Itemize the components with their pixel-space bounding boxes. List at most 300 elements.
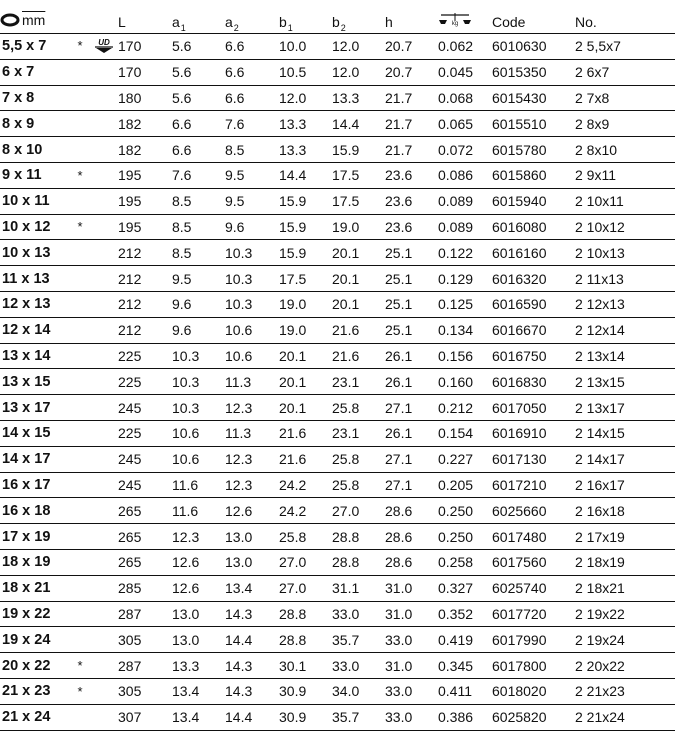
mark-cell xyxy=(73,653,118,679)
no-cell: 2 19x24 xyxy=(575,627,675,653)
b1-cell: 20.1 xyxy=(279,369,332,395)
L-cell: 245 xyxy=(118,446,172,472)
table-row xyxy=(0,627,675,653)
b1-cell: 10.5 xyxy=(279,59,332,85)
size-cell: 21 x 23 xyxy=(0,678,73,704)
code-cell: 6017480 xyxy=(492,524,575,550)
weight-icon-text: kg xyxy=(451,21,459,27)
b1-cell: 12.0 xyxy=(279,85,332,111)
a2-cell: 6.6 xyxy=(225,34,279,60)
kg-cell: 0.250 xyxy=(438,498,492,524)
code-cell: 6016160 xyxy=(492,240,575,266)
kg-cell: 0.134 xyxy=(438,317,492,343)
L-cell: 195 xyxy=(118,162,172,188)
code-cell: 6016590 xyxy=(492,291,575,317)
L-cell: 170 xyxy=(118,59,172,85)
a2-cell: 9.6 xyxy=(225,214,279,240)
L-cell: 287 xyxy=(118,653,172,679)
code-cell: 6017560 xyxy=(492,549,575,575)
b2-cell: 20.1 xyxy=(332,240,385,266)
no-cell: 2 18x19 xyxy=(575,549,675,575)
a2-cell: 13.0 xyxy=(225,524,279,550)
L-cell: 245 xyxy=(118,395,172,421)
mark-cell xyxy=(73,472,118,498)
code-cell: 6016830 xyxy=(492,369,575,395)
asterisk-mark: * xyxy=(77,683,83,699)
table-row xyxy=(0,137,675,163)
L-cell: 225 xyxy=(118,343,172,369)
b1-cell: 28.8 xyxy=(279,627,332,653)
a1-cell: 11.6 xyxy=(172,472,225,498)
a1-cell: 12.6 xyxy=(172,549,225,575)
h-cell: 25.1 xyxy=(385,317,438,343)
b2-cell: 17.5 xyxy=(332,188,385,214)
header-weight xyxy=(438,0,492,34)
mark-cell xyxy=(73,627,118,653)
a1-cell: 9.6 xyxy=(172,317,225,343)
L-cell: 245 xyxy=(118,472,172,498)
mark-cell xyxy=(73,395,118,421)
table-row xyxy=(0,111,675,137)
table-row xyxy=(0,498,675,524)
b2-cell: 14.4 xyxy=(332,111,385,137)
a2-cell: 11.3 xyxy=(225,369,279,395)
a1-cell: 6.6 xyxy=(172,111,225,137)
b2-cell: 12.0 xyxy=(332,34,385,60)
h-cell: 23.6 xyxy=(385,188,438,214)
a2-cell: 14.3 xyxy=(225,653,279,679)
code-cell: 6015510 xyxy=(492,111,575,137)
no-cell: 2 10x11 xyxy=(575,188,675,214)
size-cell: 12 x 14 xyxy=(0,317,73,343)
h-cell: 31.0 xyxy=(385,575,438,601)
a1-cell: 13.3 xyxy=(172,653,225,679)
kg-cell: 0.072 xyxy=(438,137,492,163)
L-cell: 307 xyxy=(118,704,172,730)
b1-cell: 15.9 xyxy=(279,214,332,240)
code-cell: 6017130 xyxy=(492,446,575,472)
b2-cell: 21.6 xyxy=(332,317,385,343)
header-code: Code xyxy=(492,0,575,34)
L-cell: 195 xyxy=(118,214,172,240)
a1-cell: 9.5 xyxy=(172,266,225,292)
mark-cell xyxy=(73,34,118,60)
L-cell: 305 xyxy=(118,627,172,653)
no-cell: 2 13x15 xyxy=(575,369,675,395)
h-cell: 20.7 xyxy=(385,34,438,60)
header-a2 xyxy=(225,0,279,34)
header-mark xyxy=(73,0,118,34)
b2-cell: 27.0 xyxy=(332,498,385,524)
h-cell: 21.7 xyxy=(385,111,438,137)
no-cell: 2 13x17 xyxy=(575,395,675,421)
b1-cell: 24.2 xyxy=(279,498,332,524)
table-row xyxy=(0,188,675,214)
mark-cell xyxy=(73,240,118,266)
b1-cell: 28.8 xyxy=(279,601,332,627)
no-cell: 2 19x22 xyxy=(575,601,675,627)
a1-cell: 8.5 xyxy=(172,240,225,266)
L-cell: 182 xyxy=(118,111,172,137)
kg-cell: 0.045 xyxy=(438,59,492,85)
kg-cell: 0.125 xyxy=(438,291,492,317)
a2-cell: 10.6 xyxy=(225,317,279,343)
h-cell: 25.1 xyxy=(385,240,438,266)
L-cell: 265 xyxy=(118,498,172,524)
kg-cell: 0.068 xyxy=(438,85,492,111)
table-row xyxy=(0,446,675,472)
kg-cell: 0.086 xyxy=(438,162,492,188)
no-cell: 2 9x11 xyxy=(575,162,675,188)
b1-cell: 20.1 xyxy=(279,395,332,421)
kg-cell: 0.129 xyxy=(438,266,492,292)
size-cell: 12 x 13 xyxy=(0,291,73,317)
size-cell: 18 x 21 xyxy=(0,575,73,601)
kg-cell: 0.345 xyxy=(438,653,492,679)
table-row xyxy=(0,369,675,395)
no-cell: 2 6x7 xyxy=(575,59,675,85)
b2-cell: 34.0 xyxy=(332,678,385,704)
size-cell: 8 x 9 xyxy=(0,111,73,137)
a1-cell: 12.6 xyxy=(172,575,225,601)
table-row xyxy=(0,704,675,730)
size-cell: 19 x 24 xyxy=(0,627,73,653)
L-cell: 265 xyxy=(118,549,172,575)
no-cell: 2 12x14 xyxy=(575,317,675,343)
L-cell: 212 xyxy=(118,240,172,266)
a1-cell: 10.3 xyxy=(172,369,225,395)
a2-cell: 8.5 xyxy=(225,137,279,163)
header-a2-sub: 2 xyxy=(233,23,239,33)
mark-cell xyxy=(73,369,118,395)
header-b2-base: b xyxy=(332,14,340,30)
b2-cell: 35.7 xyxy=(332,627,385,653)
mark-cell xyxy=(73,266,118,292)
code-cell: 6025660 xyxy=(492,498,575,524)
svg-text:UD: UD xyxy=(98,37,110,47)
ud-profile-icon xyxy=(93,37,115,56)
b1-cell: 27.0 xyxy=(279,549,332,575)
h-cell: 31.0 xyxy=(385,653,438,679)
mark-cell xyxy=(73,704,118,730)
no-cell: 2 17x19 xyxy=(575,524,675,550)
h-cell: 28.6 xyxy=(385,498,438,524)
b1-cell: 19.0 xyxy=(279,291,332,317)
nut-outline-icon xyxy=(0,13,20,30)
code-cell: 6015860 xyxy=(492,162,575,188)
mark-cell xyxy=(73,188,118,214)
kg-cell: 0.156 xyxy=(438,343,492,369)
a2-cell: 6.6 xyxy=(225,59,279,85)
mark-cell xyxy=(73,498,118,524)
h-cell: 27.1 xyxy=(385,395,438,421)
table-row xyxy=(0,420,675,446)
a1-cell: 11.6 xyxy=(172,498,225,524)
table-row xyxy=(0,343,675,369)
table-row xyxy=(0,575,675,601)
h-cell: 25.1 xyxy=(385,266,438,292)
b1-cell: 13.3 xyxy=(279,111,332,137)
no-cell: 2 12x13 xyxy=(575,291,675,317)
kg-cell: 0.122 xyxy=(438,240,492,266)
table-row xyxy=(0,34,675,60)
code-cell: 6015780 xyxy=(492,137,575,163)
no-cell: 2 11x13 xyxy=(575,266,675,292)
b2-cell: 23.1 xyxy=(332,420,385,446)
a1-cell: 10.3 xyxy=(172,343,225,369)
kg-cell: 0.205 xyxy=(438,472,492,498)
b2-cell: 20.1 xyxy=(332,266,385,292)
size-cell: 14 x 15 xyxy=(0,420,73,446)
a1-cell: 7.6 xyxy=(172,162,225,188)
b2-cell: 21.6 xyxy=(332,343,385,369)
L-cell: 195 xyxy=(118,188,172,214)
b2-cell: 13.3 xyxy=(332,85,385,111)
size-cell: 10 x 11 xyxy=(0,188,73,214)
no-cell: 2 21x23 xyxy=(575,678,675,704)
code-cell: 6017800 xyxy=(492,653,575,679)
b1-cell: 17.5 xyxy=(279,266,332,292)
code-cell: 6015430 xyxy=(492,85,575,111)
header-b1 xyxy=(279,0,332,34)
L-cell: 182 xyxy=(118,137,172,163)
L-cell: 170 xyxy=(118,34,172,60)
a1-cell: 13.4 xyxy=(172,704,225,730)
kg-cell: 0.327 xyxy=(438,575,492,601)
mark-cell xyxy=(73,111,118,137)
b2-cell: 33.0 xyxy=(332,601,385,627)
a1-cell: 10.6 xyxy=(172,446,225,472)
table-row xyxy=(0,85,675,111)
code-cell: 6015940 xyxy=(492,188,575,214)
a2-cell: 10.3 xyxy=(225,291,279,317)
b2-cell: 12.0 xyxy=(332,59,385,85)
header-b2 xyxy=(332,0,385,34)
size-cell: 8 x 10 xyxy=(0,137,73,163)
table-header-row xyxy=(0,0,675,34)
a2-cell: 12.6 xyxy=(225,498,279,524)
a2-cell: 9.5 xyxy=(225,188,279,214)
kg-cell: 0.352 xyxy=(438,601,492,627)
a2-cell: 14.3 xyxy=(225,678,279,704)
a1-cell: 8.5 xyxy=(172,214,225,240)
h-cell: 25.1 xyxy=(385,291,438,317)
table-row xyxy=(0,653,675,679)
size-cell: 9 x 11 xyxy=(0,162,73,188)
size-cell: 16 x 18 xyxy=(0,498,73,524)
no-cell: 2 10x13 xyxy=(575,240,675,266)
h-cell: 31.0 xyxy=(385,601,438,627)
kg-cell: 0.065 xyxy=(438,111,492,137)
b2-cell: 28.8 xyxy=(332,549,385,575)
mark-cell xyxy=(73,291,118,317)
code-cell: 6016750 xyxy=(492,343,575,369)
code-cell: 6025820 xyxy=(492,704,575,730)
kg-cell: 0.089 xyxy=(438,188,492,214)
b1-cell: 30.1 xyxy=(279,653,332,679)
code-cell: 6016910 xyxy=(492,420,575,446)
code-cell: 6016670 xyxy=(492,317,575,343)
table-row xyxy=(0,395,675,421)
L-cell: 180 xyxy=(118,85,172,111)
code-cell: 6016320 xyxy=(492,266,575,292)
size-cell: 20 x 22 xyxy=(0,653,73,679)
a2-cell: 14.3 xyxy=(225,601,279,627)
a2-cell: 11.3 xyxy=(225,420,279,446)
kg-cell: 0.089 xyxy=(438,214,492,240)
no-cell: 2 21x24 xyxy=(575,704,675,730)
asterisk-mark: * xyxy=(77,37,83,53)
table-row xyxy=(0,291,675,317)
no-cell: 2 8x9 xyxy=(575,111,675,137)
a2-cell: 12.3 xyxy=(225,395,279,421)
h-cell: 27.1 xyxy=(385,472,438,498)
no-cell: 2 14x15 xyxy=(575,420,675,446)
mark-cell xyxy=(73,524,118,550)
a1-cell: 6.6 xyxy=(172,137,225,163)
header-b1-base: b xyxy=(279,14,287,30)
h-cell: 21.7 xyxy=(385,85,438,111)
a2-cell: 9.5 xyxy=(225,162,279,188)
code-cell: 6018020 xyxy=(492,678,575,704)
kg-cell: 0.062 xyxy=(438,34,492,60)
h-cell: 23.6 xyxy=(385,162,438,188)
mark-cell xyxy=(73,317,118,343)
size-cell: 13 x 15 xyxy=(0,369,73,395)
table-row xyxy=(0,266,675,292)
no-cell: 2 16x17 xyxy=(575,472,675,498)
no-cell: 2 16x18 xyxy=(575,498,675,524)
size-cell: 7 x 8 xyxy=(0,85,73,111)
header-L: L xyxy=(118,0,172,34)
b2-cell: 20.1 xyxy=(332,291,385,317)
b1-cell: 19.0 xyxy=(279,317,332,343)
mark-cell xyxy=(73,601,118,627)
b1-cell: 20.1 xyxy=(279,343,332,369)
b2-cell: 19.0 xyxy=(332,214,385,240)
no-cell: 2 18x21 xyxy=(575,575,675,601)
table-row xyxy=(0,240,675,266)
a1-cell: 5.6 xyxy=(172,34,225,60)
b1-cell: 15.9 xyxy=(279,188,332,214)
a1-cell: 8.5 xyxy=(172,188,225,214)
code-cell: 6015350 xyxy=(492,59,575,85)
a1-cell: 13.0 xyxy=(172,601,225,627)
a1-cell: 9.6 xyxy=(172,291,225,317)
scale-kg-icon xyxy=(438,11,472,30)
b1-cell: 21.6 xyxy=(279,446,332,472)
L-cell: 287 xyxy=(118,601,172,627)
mark-cell xyxy=(73,343,118,369)
a2-cell: 13.0 xyxy=(225,549,279,575)
mark-cell xyxy=(73,59,118,85)
a1-cell: 10.3 xyxy=(172,395,225,421)
table-row xyxy=(0,472,675,498)
b1-cell: 30.9 xyxy=(279,704,332,730)
table-row xyxy=(0,214,675,240)
mark-cell xyxy=(73,137,118,163)
kg-cell: 0.258 xyxy=(438,549,492,575)
size-cell: 6 x 7 xyxy=(0,59,73,85)
h-cell: 33.0 xyxy=(385,678,438,704)
h-cell: 20.7 xyxy=(385,59,438,85)
kg-cell: 0.227 xyxy=(438,446,492,472)
code-cell: 6010630 xyxy=(492,34,575,60)
table-row xyxy=(0,59,675,85)
asterisk-mark: * xyxy=(77,658,83,674)
mark-cell xyxy=(73,85,118,111)
size-cell: 18 x 19 xyxy=(0,549,73,575)
size-cell: 10 x 13 xyxy=(0,240,73,266)
header-a1 xyxy=(172,0,225,34)
a2-cell: 7.6 xyxy=(225,111,279,137)
a2-cell: 6.6 xyxy=(225,85,279,111)
table-row xyxy=(0,549,675,575)
size-cell: 10 x 12 xyxy=(0,214,73,240)
mark-cell xyxy=(73,214,118,240)
mark-cell xyxy=(73,678,118,704)
kg-cell: 0.419 xyxy=(438,627,492,653)
no-cell: 2 13x14 xyxy=(575,343,675,369)
mark-cell xyxy=(73,575,118,601)
b2-cell: 25.8 xyxy=(332,472,385,498)
a2-cell: 14.4 xyxy=(225,704,279,730)
L-cell: 212 xyxy=(118,266,172,292)
h-cell: 33.0 xyxy=(385,704,438,730)
a2-cell: 12.3 xyxy=(225,472,279,498)
L-cell: 265 xyxy=(118,524,172,550)
a2-cell: 10.6 xyxy=(225,343,279,369)
no-cell: 2 7x8 xyxy=(575,85,675,111)
header-a1-base: a xyxy=(172,14,180,30)
b2-cell: 23.1 xyxy=(332,369,385,395)
h-cell: 26.1 xyxy=(385,343,438,369)
a1-cell: 12.3 xyxy=(172,524,225,550)
mark-cell xyxy=(73,549,118,575)
code-cell: 6025740 xyxy=(492,575,575,601)
a1-cell: 5.6 xyxy=(172,85,225,111)
b2-cell: 17.5 xyxy=(332,162,385,188)
h-cell: 27.1 xyxy=(385,446,438,472)
header-size xyxy=(0,0,73,34)
table-row xyxy=(0,317,675,343)
b2-cell: 25.8 xyxy=(332,395,385,421)
no-cell: 2 8x10 xyxy=(575,137,675,163)
a2-cell: 12.3 xyxy=(225,446,279,472)
a2-cell: 10.3 xyxy=(225,266,279,292)
size-cell: 14 x 17 xyxy=(0,446,73,472)
code-cell: 6017720 xyxy=(492,601,575,627)
a1-cell: 13.4 xyxy=(172,678,225,704)
mark-cell xyxy=(73,420,118,446)
mark-cell xyxy=(73,162,118,188)
header-no: No. xyxy=(575,0,675,34)
h-cell: 21.7 xyxy=(385,137,438,163)
kg-cell: 0.386 xyxy=(438,704,492,730)
no-cell: 2 10x12 xyxy=(575,214,675,240)
no-cell: 2 14x17 xyxy=(575,446,675,472)
table-row xyxy=(0,678,675,704)
table-row xyxy=(0,162,675,188)
b1-cell: 10.0 xyxy=(279,34,332,60)
b1-cell: 14.4 xyxy=(279,162,332,188)
kg-cell: 0.160 xyxy=(438,369,492,395)
header-h: h xyxy=(385,0,438,34)
size-cell: 21 x 24 xyxy=(0,704,73,730)
b1-cell: 13.3 xyxy=(279,137,332,163)
kg-cell: 0.154 xyxy=(438,420,492,446)
b1-cell: 21.6 xyxy=(279,420,332,446)
